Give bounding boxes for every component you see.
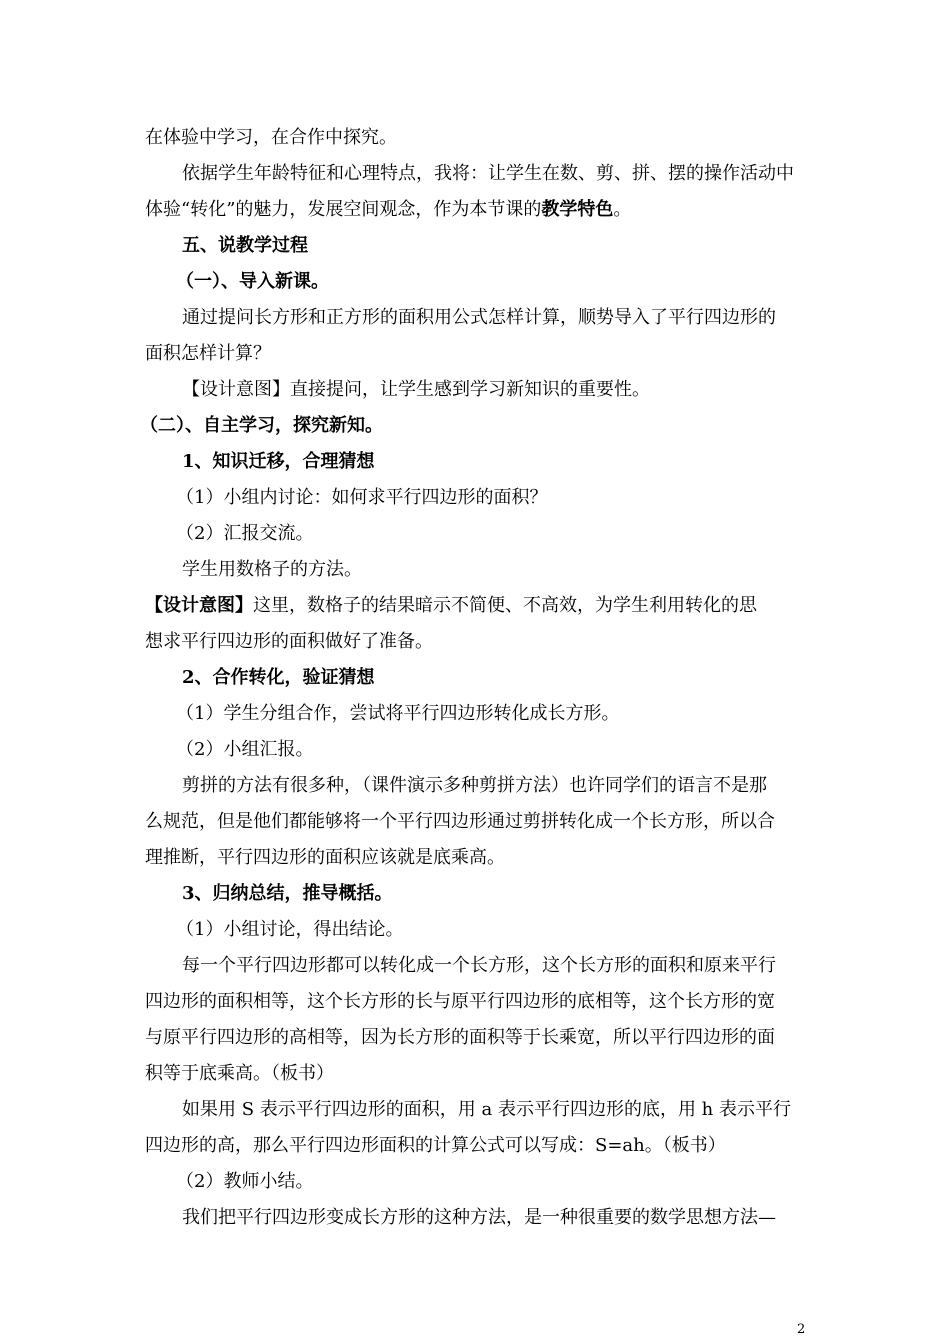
paragraph-line (145, 192, 810, 228)
text-run: 这里，数格子的结果暗示不简便、不高效，为学生利用转化的思 (253, 595, 757, 616)
paragraph-line: 四边形的面积相等，这个长方形的长与原平行四边形的底相等，这个长方形的宽 (145, 991, 775, 1012)
paragraph-line: 面积怎样计算？ (145, 343, 271, 364)
paragraph-line: 理推断，平行四边形的面积应该就是底乘高。 (145, 847, 505, 868)
section-heading: 五、说教学过程 (182, 235, 308, 256)
list-item: （1）小组讨论，得出结论。 (176, 919, 404, 940)
paragraph-line: 如果用 S 表示平行四边形的面积，用 a 表示平行四边形的底，用 h 表示平行 (182, 1099, 791, 1120)
paragraph-line: 在体验中学习，在合作中探究。 (145, 127, 397, 148)
list-item: （1）学生分组合作，尝试将平行四边形转化成长方形。 (176, 703, 620, 724)
list-item: （2）小组汇报。 (176, 739, 314, 760)
step-heading: 3、归纳总结，推导概括。 (182, 883, 393, 904)
subsection-heading: （二）、自主学习，探究新知。 (140, 415, 383, 436)
paragraph-line: 剪拼的方法有很多种，（课件演示多种剪拼方法）也许同学们的语言不是那 (182, 775, 767, 796)
page-number: 2 (797, 1322, 806, 1337)
list-item: （2）教师小结。 (176, 1171, 314, 1192)
list-item: （1）小组内讨论：如何求平行四边形的面积？ (176, 487, 548, 508)
paragraph-line: 四边形的高，那么平行四边形面积的计算公式可以写成：S=ah。（板书） (145, 1135, 726, 1156)
list-item: （2）汇报交流。 (176, 523, 314, 544)
paragraph-line: 积等于底乘高。（板书） (145, 1063, 334, 1084)
paragraph-line: 我们把平行四边形变成长方形的这种方法，是一种很重要的数学思想方法— (182, 1207, 776, 1228)
paragraph-line: 通过提问长方形和正方形的面积用公式怎样计算，顺势导入了平行四边形的 (182, 307, 776, 328)
paragraph-line (145, 588, 810, 624)
step-heading: 1、知识迁移，合理猜想 (182, 451, 375, 472)
step-heading: 2、合作转化，验证猜想 (182, 667, 375, 688)
paragraph-line: 想求平行四边形的面积做好了准备。 (145, 631, 433, 652)
subsection-heading: （一）、导入新课。 (176, 271, 329, 292)
text-run: 。 (613, 199, 632, 220)
design-intent-label: 【设计意图】 (145, 595, 253, 616)
paragraph-line: 么规范，但是他们都能够将一个平行四边形通过剪拼转化成一个长方形，所以合 (145, 811, 775, 832)
paragraph-line: 与原平行四边形的高相等，因为长方形的面积等于长乘宽，所以平行四边形的面 (145, 1027, 775, 1048)
paragraph-line: 【设计意图】直接提问，让学生感到学习新知识的重要性。 (182, 379, 650, 400)
paragraph-line: 学生用数格子的方法。 (182, 559, 362, 580)
text-run: 体验“转化”的魅力，发展空间观念，作为本节课的 (145, 199, 542, 220)
paragraph-line: 依据学生年龄特征和心理特点，我将：让学生在数、剪、拼、摆的操作活动中 (182, 163, 794, 184)
emphasis-text: 教学特色 (541, 199, 614, 220)
paragraph-line: 每一个平行四边形都可以转化成一个长方形，这个长方形的面积和原来平行 (182, 955, 776, 976)
